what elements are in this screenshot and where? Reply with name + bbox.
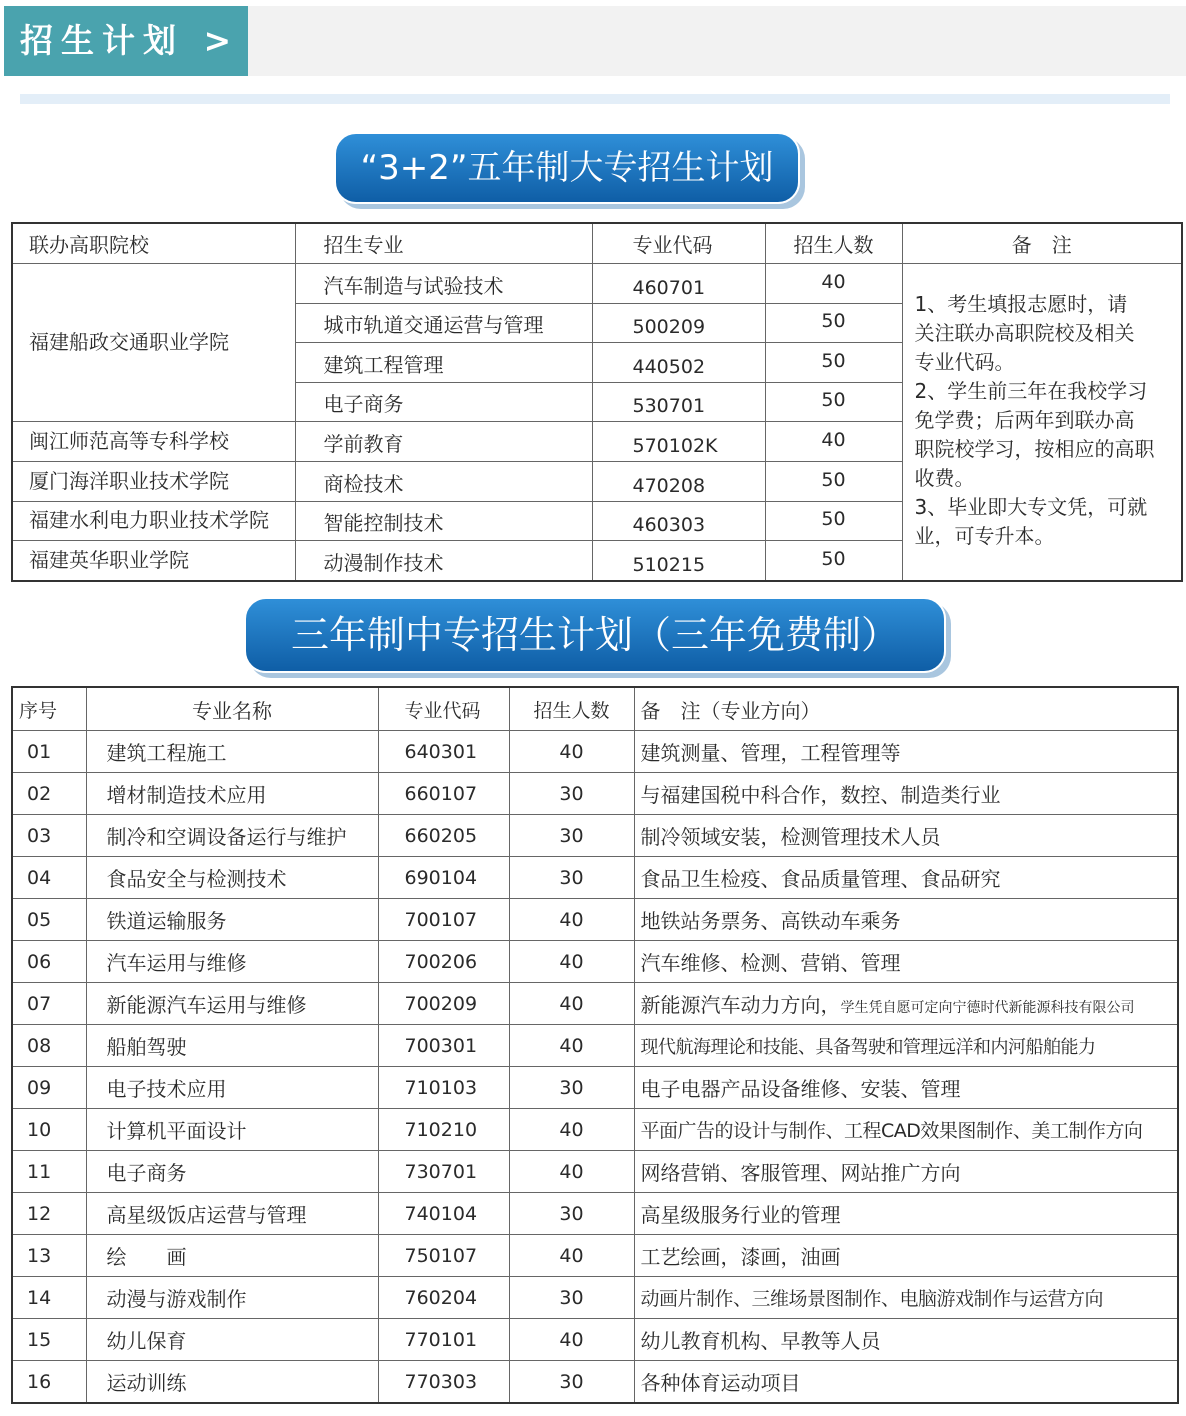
major-note: 高星级服务行业的管理 [634,1193,1178,1235]
header-code: 专业代码 [378,687,509,731]
header-no: 序号 [12,687,86,731]
plan2-header-row [12,687,1178,731]
enroll-count: 40 [509,1235,634,1277]
major-name: 智能控制技术 [295,501,592,541]
enroll-count: 30 [509,1361,634,1404]
plan1-table [11,222,1183,582]
row-no: 06 [12,941,86,983]
enroll-count: 40 [509,1319,634,1361]
major-code: 510215 [592,541,765,581]
header-major: 招生专业 [295,223,592,264]
major-name: 学前教育 [295,422,592,462]
major-code: 660205 [378,815,509,857]
enroll-count: 40 [509,899,634,941]
major-note: 地铁站务票务、高铁动车乘务 [634,899,1178,941]
header-note: 备 注（专业方向） [634,687,1178,731]
major-note: 汽车维修、检测、营销、管理 [634,941,1178,983]
enroll-count: 40 [509,1025,634,1067]
row-no: 15 [12,1319,86,1361]
table-row [12,1319,1178,1361]
major-code: 700107 [378,899,509,941]
row-no: 01 [12,731,86,773]
note-line: 3、毕业即大专文凭，可就 [914,495,1148,519]
plan2-title: 三年制中专招生计划（三年免费制） [244,597,946,673]
major-name: 电子商务 [86,1151,378,1193]
note-line: 业，可专升本。 [914,524,1055,548]
row-no: 08 [12,1025,86,1067]
enroll-count: 40 [509,941,634,983]
note-line: 专业代码。 [914,350,1015,374]
major-code: 660107 [378,773,509,815]
major-note: 食品卫生检疫、食品质量管理、食品研究 [634,857,1178,899]
major-name: 运动训练 [86,1361,378,1404]
major-name: 计算机平面设计 [86,1109,378,1151]
table-row [12,857,1178,899]
major-note: 工艺绘画，漆画，油画 [634,1235,1178,1277]
major-code: 440502 [592,343,765,383]
divider [20,94,1170,104]
major-name: 汽车制造与试验技术 [295,264,592,304]
enroll-count: 40 [765,264,902,304]
major-note-small: 学生凭自愿可定向宁德时代新能源科技有限公司 [840,1000,1135,1016]
major-code: 500209 [592,303,765,343]
major-note: 网络营销、客服管理、网站推广方向 [634,1151,1178,1193]
table-row [12,1193,1178,1235]
enroll-count: 40 [509,983,634,1025]
row-no: 05 [12,899,86,941]
note-line: 2、学生前三年在我校学习 [914,379,1148,403]
major-note: 现代航海理论和技能、具备驾驶和管理远洋和内河船舶能力 [634,1025,1178,1067]
major-name: 船舶驾驶 [86,1025,378,1067]
enroll-count: 50 [765,461,902,501]
major-code: 760204 [378,1277,509,1319]
header-code: 专业代码 [592,223,765,264]
enroll-count: 30 [509,1193,634,1235]
school-name: 闽江师范高等专科学校 [12,422,295,462]
note-line: 收费。 [914,466,975,490]
major-name: 商检技术 [295,461,592,501]
note-line: 1、考生填报志愿时，请 [914,292,1128,316]
enroll-count: 50 [765,343,902,383]
table-row [12,1277,1178,1319]
major-name: 制冷和空调设备运行与维护 [86,815,378,857]
major-code: 770101 [378,1319,509,1361]
row-no: 10 [12,1109,86,1151]
table-row [12,1025,1178,1067]
header-count: 招生人数 [509,687,634,731]
top-bar-background [248,6,1186,76]
table-row [12,1151,1178,1193]
note-line: 关注联办高职院校及相关 [914,321,1135,345]
row-no: 07 [12,983,86,1025]
major-note-main: 新能源汽车动力方向， [640,993,841,1017]
major-note: 幼儿教育机构、早教等人员 [634,1319,1178,1361]
major-name: 铁道运输服务 [86,899,378,941]
table-row [12,1235,1178,1277]
major-code: 530701 [592,382,765,422]
enroll-count: 30 [509,857,634,899]
major-name: 幼儿保育 [86,1319,378,1361]
major-note: 动画片制作、三维场景图制作、电脑游戏制作与运营方向 [634,1277,1178,1319]
row-no: 11 [12,1151,86,1193]
row-no: 09 [12,1067,86,1109]
row-no: 04 [12,857,86,899]
row-no: 13 [12,1235,86,1277]
table-row [12,815,1178,857]
row-no: 14 [12,1277,86,1319]
major-code: 690104 [378,857,509,899]
major-code: 710103 [378,1067,509,1109]
major-name: 高星级饭店运营与管理 [86,1193,378,1235]
enroll-count: 50 [765,501,902,541]
table-row [12,264,1182,304]
school-name: 福建船政交通职业学院 [12,264,295,422]
plan1-header-row [12,223,1182,264]
major-note: 电子电器产品设备维修、安装、管理 [634,1067,1178,1109]
school-name: 福建英华职业学院 [12,541,295,581]
major-note [634,983,1178,1025]
header-note: 备 注 [902,223,1182,264]
enroll-count: 30 [509,1067,634,1109]
enroll-count: 30 [509,773,634,815]
enroll-count: 30 [509,815,634,857]
major-code: 570102K [592,422,765,462]
major-name: 动漫与游戏制作 [86,1277,378,1319]
table-row [12,731,1178,773]
enroll-count: 30 [509,1277,634,1319]
row-no: 12 [12,1193,86,1235]
major-code: 640301 [378,731,509,773]
major-name: 食品安全与检测技术 [86,857,378,899]
major-name: 电子技术应用 [86,1067,378,1109]
major-note: 与福建国税中科合作，数控、制造类行业 [634,773,1178,815]
table-row [12,899,1178,941]
row-no: 03 [12,815,86,857]
row-no: 02 [12,773,86,815]
table-row [12,1361,1178,1404]
plan1-title: “3+2”五年制大专招生计划 [334,132,800,204]
major-name: 新能源汽车运用与维修 [86,983,378,1025]
major-name: 建筑工程施工 [86,731,378,773]
plan2-table [11,686,1179,1404]
major-note: 建筑测量、管理，工程管理等 [634,731,1178,773]
major-code: 700301 [378,1025,509,1067]
major-name: 汽车运用与维修 [86,941,378,983]
table-row [12,773,1178,815]
plan1-note [902,264,1182,582]
major-code: 460701 [592,264,765,304]
enroll-count: 40 [509,1151,634,1193]
major-note: 制冷领域安装，检测管理技术人员 [634,815,1178,857]
header-count: 招生人数 [765,223,902,264]
row-no: 16 [12,1361,86,1404]
enroll-count: 40 [509,731,634,773]
major-note: 各种体育运动项目 [634,1361,1178,1404]
table-row [12,1109,1178,1151]
header-name: 专业名称 [86,687,378,731]
major-name: 绘 画 [86,1235,378,1277]
major-code: 470208 [592,461,765,501]
note-line: 职院校学习，按相应的高职 [914,437,1155,461]
major-note: 平面广告的设计与制作、工程CAD效果图制作、美工制作方向 [634,1109,1178,1151]
enroll-count: 50 [765,541,902,581]
major-name: 城市轨道交通运营与管理 [295,303,592,343]
enroll-count: 40 [509,1109,634,1151]
header-school: 联办高职院校 [12,223,295,264]
major-name: 增材制造技术应用 [86,773,378,815]
major-code: 770303 [378,1361,509,1404]
major-name: 动漫制作技术 [295,541,592,581]
table-row [12,1067,1178,1109]
major-code: 750107 [378,1235,509,1277]
major-code: 740104 [378,1193,509,1235]
enroll-count: 50 [765,382,902,422]
section-title[interactable]: 招生计划 > [4,6,248,76]
major-code: 700206 [378,941,509,983]
major-code: 730701 [378,1151,509,1193]
table-row [12,983,1178,1025]
note-line: 免学费；后两年到联办高 [914,408,1135,432]
major-code: 700209 [378,983,509,1025]
major-name: 电子商务 [295,382,592,422]
table-row [12,941,1178,983]
major-code: 710210 [378,1109,509,1151]
major-code: 460303 [592,501,765,541]
school-name: 福建水利电力职业技术学院 [12,501,295,541]
school-name: 厦门海洋职业技术学院 [12,461,295,501]
enroll-count: 40 [765,422,902,462]
major-name: 建筑工程管理 [295,343,592,383]
enroll-count: 50 [765,303,902,343]
